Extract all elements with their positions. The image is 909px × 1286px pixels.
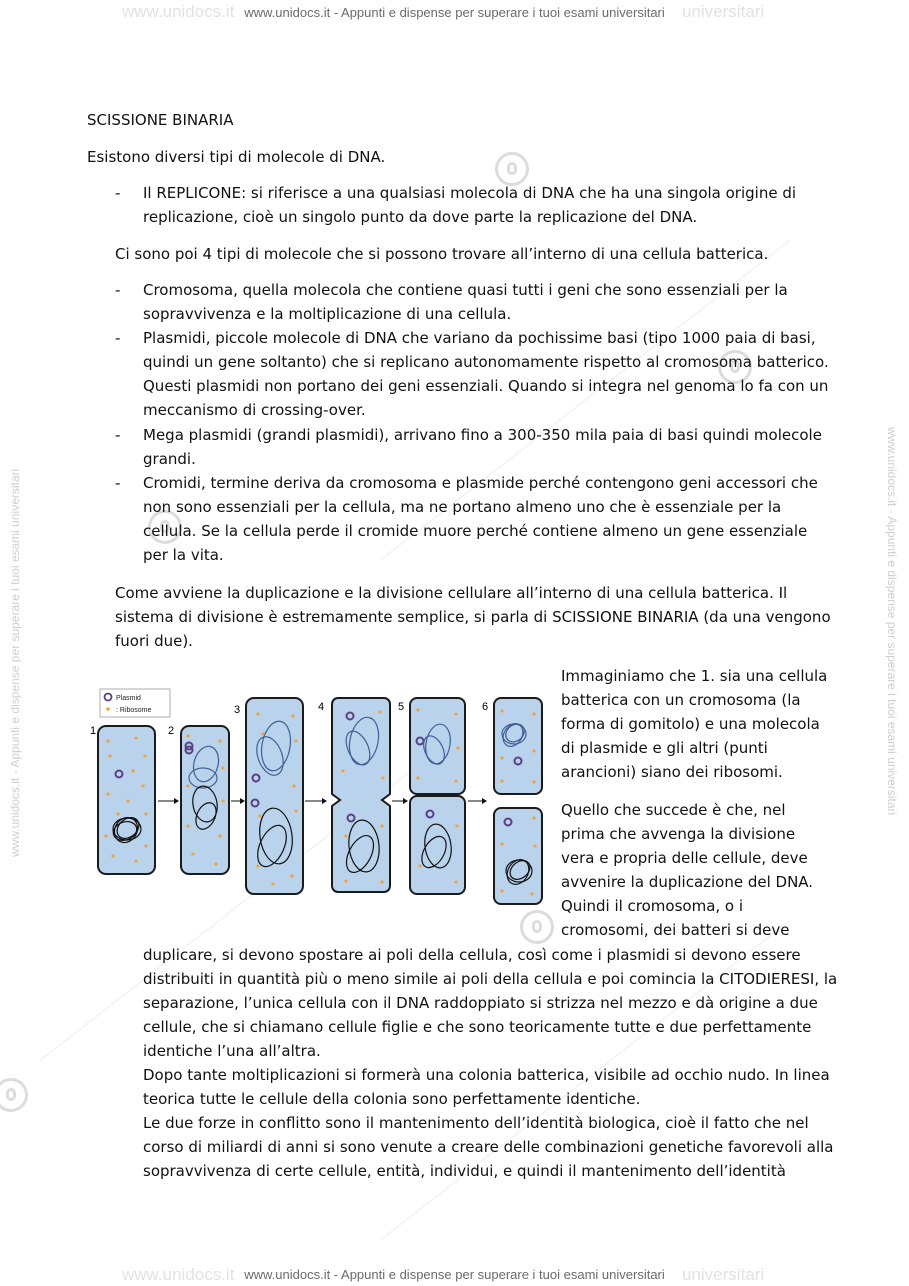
binary-fission-figure: [88, 686, 548, 916]
paragraph-line: Le due forze in conflitto sono il mantenimento dell’identità biologica, cioè il fatto che nel: [143, 1114, 809, 1132]
cell-step-6-top: [494, 698, 542, 794]
legend-plasmid-label: Plasmid: [116, 695, 141, 702]
cell-step-4: [332, 698, 390, 892]
watermark-top-right: universitari: [682, 2, 765, 21]
paragraph-duplicazione: [115, 581, 831, 653]
side-line: cromosomi, dei batteri si deve: [561, 921, 790, 939]
cell-step-6-bottom: [494, 808, 542, 904]
bullet-dash: -: [115, 474, 121, 492]
paragraph-line: Come avviene la duplicazione e la divisione cellulare all’interno di una cellula batterica. Il: [115, 584, 788, 602]
paragraph-line: teorica tutte le cellule della colonia sono perfettamente identiche.: [143, 1090, 641, 1108]
figure-side-text: [561, 664, 827, 784]
paragraph-line: identiche l’una all’altra.: [143, 1042, 321, 1060]
bullet-line: meccanismo di crossing-over.: [143, 401, 366, 419]
page-header: www.unidocs.it - Appunti e dispense per superare i tuoi esami universitari: [244, 5, 665, 20]
bullet-line: quindi un gene soltanto) che si replicano autonomamente rispetto al cromosoma batterico.: [143, 353, 829, 371]
figure-side-text-2: [561, 798, 813, 942]
bullet-line: Mega plasmidi (grandi plasmidi), arrivano fino a 300-350 mila paia di basi quindi molecole: [143, 426, 822, 444]
step-label-4: 4: [318, 701, 325, 713]
watermark-top-left: www.unidocs.it: [122, 2, 235, 21]
bullet-line: Cromosoma, quella molecola che contiene quasi tutti i geni che sono essenziali per la: [143, 281, 788, 299]
paragraph-line: fuori due).: [115, 632, 193, 650]
figure-legend: [100, 689, 170, 717]
paragraph-line: corso di miliardi di anni si sono venute a creare delle combinazioni genetiche favorevoli alla: [143, 1138, 834, 1156]
watermark-vertical-right: www.unidocs.it - Appunti e dispense per superare i tuoi esami universitari: [885, 427, 899, 816]
side-line: arancioni) siano dei ribosomi.: [561, 763, 783, 781]
bullet-line: non sono essenziali per la cellula, ma ne portano almeno uno che è essenziale per la: [143, 498, 782, 516]
bullet-line: replicazione, cioè un singolo punto da dove parte la replicazione del DNA.: [143, 208, 698, 226]
bullet-line: grandi.: [143, 450, 196, 468]
paragraph-line: sopravvivenza di certe cellule, entità, individui, e quindi il mantenimento dell’identità: [143, 1162, 786, 1180]
bullet-dash: -: [115, 184, 121, 202]
paragraph-line: sistema di divisione è estremamente semplice, si parla di SCISSIONE BINARIA (da una vengono: [115, 608, 831, 626]
bullet-plasmidi: [115, 326, 829, 422]
side-line: prima che avvenga la divisione: [561, 825, 796, 843]
bullet-cromidi: [115, 471, 818, 567]
bullet-line: Il REPLICONE: si riferisce a una qualsiasi molecola di DNA che ha una singola origine di: [143, 184, 797, 202]
side-line: forma di gomitolo) e una molecola: [561, 715, 820, 733]
watermark-vertical-left: www.unidocs.it - Appunti e dispense per superare i tuoi esami universitari: [8, 468, 22, 857]
legend-ribosome-label: : Ribosome: [116, 707, 152, 714]
doc-title: SCISSIONE BINARIA: [87, 111, 234, 129]
step-label-1: 1: [90, 725, 97, 737]
side-line: avvenire la duplicazione del DNA.: [561, 873, 814, 891]
bullet-line: Questi plasmidi non portano dei geni essenziali. Quando si integra nel genoma lo fa con un: [143, 377, 829, 395]
watermark-bottom-right: universitari: [682, 1265, 765, 1284]
bullet-line: sopravvivenza e la moltiplicazione di una cellula.: [143, 305, 512, 323]
side-line: di plasmide e gli altri (punti: [561, 739, 768, 757]
paragraph-line: duplicare, si devono spostare ai poli della cellula, così come i plasmidi si devono essere: [143, 946, 801, 964]
bullet-cromosoma: [115, 278, 788, 326]
step-label-6: 6: [482, 701, 489, 713]
intro-paragraph: Esistono diversi tipi di molecole di DNA.: [87, 148, 386, 166]
step-label-3: 3: [234, 704, 241, 716]
side-line: batterica con un cromosoma (la: [561, 691, 801, 709]
step-label-5: 5: [398, 701, 405, 713]
types-intro-paragraph: Ci sono poi 4 tipi di molecole che si possono trovare all’interno di una cellula batterica.: [115, 245, 769, 263]
bullet-replicone: [115, 181, 797, 229]
paragraph-line: cellule, che si chiamano cellule figlie e che sono teoricamente tutte e due perfettamente: [143, 1018, 812, 1036]
side-line: vera e propria delle cellule, deve: [561, 849, 808, 867]
arrow-head-icon: [482, 798, 487, 804]
watermark-logo-icon: [0, 1078, 28, 1112]
bullet-line: cellula. Se la cellula perde il cromide muore perché contiene almeno un gene essenziale: [143, 522, 808, 540]
bullet-mega-plasmidi: [115, 423, 822, 471]
arrow-head-icon: [240, 798, 245, 804]
paragraph-line: Dopo tante moltiplicazioni si formerà una colonia batterica, visibile ad occhio nudo. In linea: [143, 1066, 830, 1084]
arrow-head-icon: [403, 798, 408, 804]
bullet-line: Plasmidi, piccole molecole di DNA che variano da pochissime basi (tipo 1000 paia di basi,: [143, 329, 816, 347]
watermark-bottom-left: www.unidocs.it: [122, 1265, 235, 1284]
legend-ribosome-icon: [106, 707, 110, 711]
cell-step-2: [181, 726, 229, 874]
cell-step-5: [410, 698, 465, 894]
bullet-dash: -: [115, 426, 121, 444]
side-line: Immaginiamo che 1. sia una cellula: [561, 667, 828, 685]
step-label-2: 2: [168, 725, 175, 737]
side-line: Quello che succede è che, nel: [561, 801, 786, 819]
bullet-dash: -: [115, 281, 121, 299]
bullet-line: Cromidi, termine deriva da cromosoma e plasmide perché contengono geni accessori che: [143, 474, 818, 492]
paragraph-citodieresi: [143, 943, 837, 1183]
arrow-head-icon: [174, 798, 179, 804]
cell-step-3: [246, 698, 303, 894]
cell-step-1: [98, 726, 155, 874]
bullet-line: per la vita.: [143, 546, 224, 564]
bullet-dash: -: [115, 329, 121, 347]
side-line: Quindi il cromosoma, o i: [561, 897, 744, 915]
arrow-head-icon: [322, 798, 327, 804]
paragraph-line: separazione, l’unica cellula con il DNA raddoppiato si strizza nel mezzo e dà origine a due: [143, 994, 818, 1012]
page-footer: www.unidocs.it - Appunti e dispense per superare i tuoi esami universitari: [244, 1267, 665, 1282]
paragraph-line: distribuiti in quantità più o meno simile ai poli della cellula e poi comincia la CITODIERESI, la: [143, 970, 838, 988]
